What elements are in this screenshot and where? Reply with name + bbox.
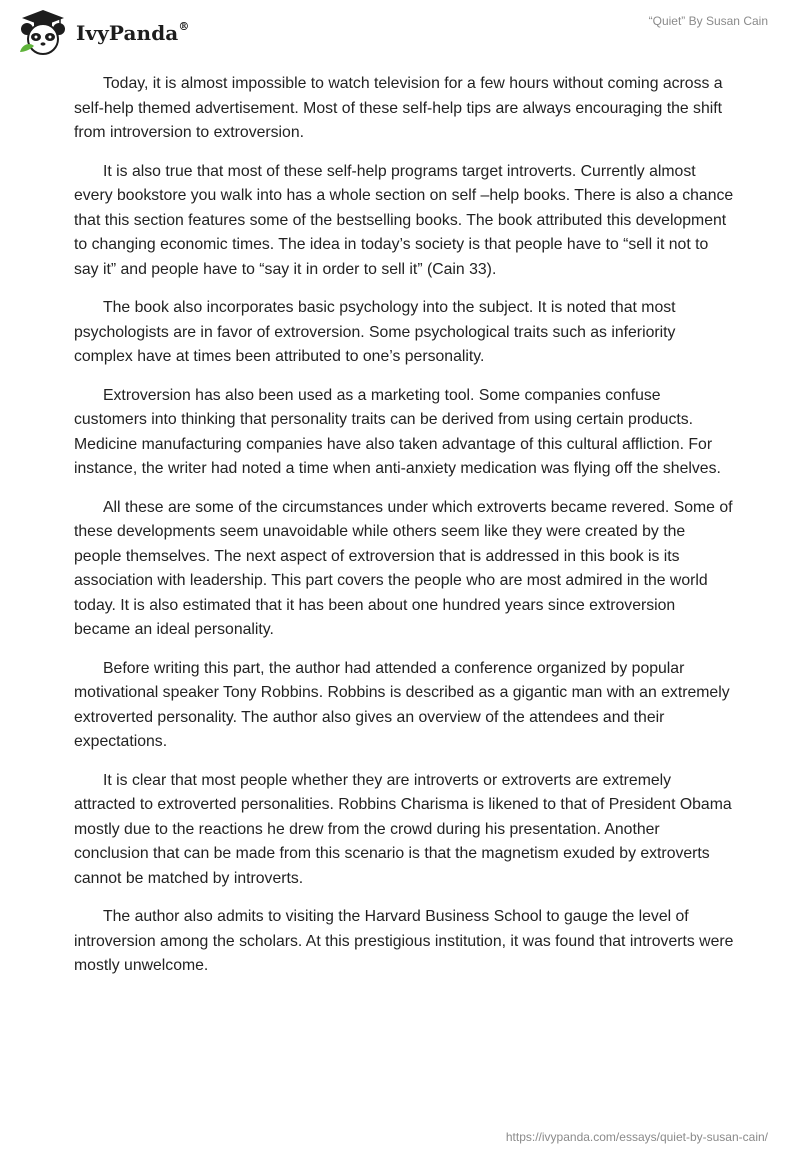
document-title: “Quiet” By Susan Cain bbox=[648, 14, 768, 28]
paragraph: All these are some of the circumstances under which extroverts became revered. Some of these developments seem unavoidable while others seem like they were created by the people themselves. The next aspect of extroversion that is addressed in this book is its association with leadership. This part covers the people who are most admired in the world today. It is also estimated that it has been about one hundred years since extroversion became an ideal personality. bbox=[74, 498, 733, 638]
paragraph: Before writing this part, the author had attended a conference organized by popular motivational speaker Tony Robbins. Robbins is described as a gigantic man with an extremely extroverted personality. The author also gives an overview of the attendees and their expectations. bbox=[74, 659, 730, 750]
paragraph: The author also admits to visiting the Harvard Business School to gauge the level of introversion among the scholars. At this prestigious institution, it was found that introverts were mostly unwelcome. bbox=[74, 908, 734, 974]
paragraph: It is clear that most people whether they are introverts or extroverts are extremely attracted to extroverted personalities. Robbins Charisma is likened to that of President Obama mostly due to the reactions he drew from the crowd during his presentation. Another conclusion that can be made from this scenario is that the magnetism exuded by extroverts cannot be matched by introverts. bbox=[74, 771, 732, 887]
registered-mark: ® bbox=[178, 20, 190, 34]
source-url-link[interactable]: https://ivypanda.com/essays/quiet-by-susan-cain/ bbox=[505, 1130, 768, 1144]
paragraph: The book also incorporates basic psychology into the subject. It is noted that most psychologists are in favor of extroversion. Some psychological traits such as inferiority complex have at times been attributed to one’s personality. bbox=[74, 299, 676, 365]
paragraph: Extroversion has also been used as a marketing tool. Some companies confuse customers into thinking that personality traits can be derived from using certain products. Medicine manufacturing companies have also taken advantage of this cultural affliction. For instance, the writer had noted a time when anti-anxiety medication was flying off the shelves. bbox=[74, 386, 721, 477]
paragraph: Today, it is almost impossible to watch television for a few hours without coming across a self-help themed advertisement. Most of these self-help tips are always encouraging the shift from introversion to extroversion. bbox=[74, 75, 723, 141]
brand-logo[interactable] bbox=[14, 8, 189, 58]
essay-body bbox=[74, 72, 734, 993]
paragraph: It is also true that most of these self-help programs target introverts. Currently almost every bookstore you walk into has a whole section on self –help books. There is also a chance that this section features some of the bestselling books. The book attributed this development to changing economic times. The idea in today’s society is that people have to “sell it not to say it” and people have to “say it in order to sell it” (Cain 33). bbox=[74, 162, 734, 278]
panda-logo-icon bbox=[14, 8, 72, 58]
brand-name: IvyPanda® bbox=[76, 20, 190, 45]
